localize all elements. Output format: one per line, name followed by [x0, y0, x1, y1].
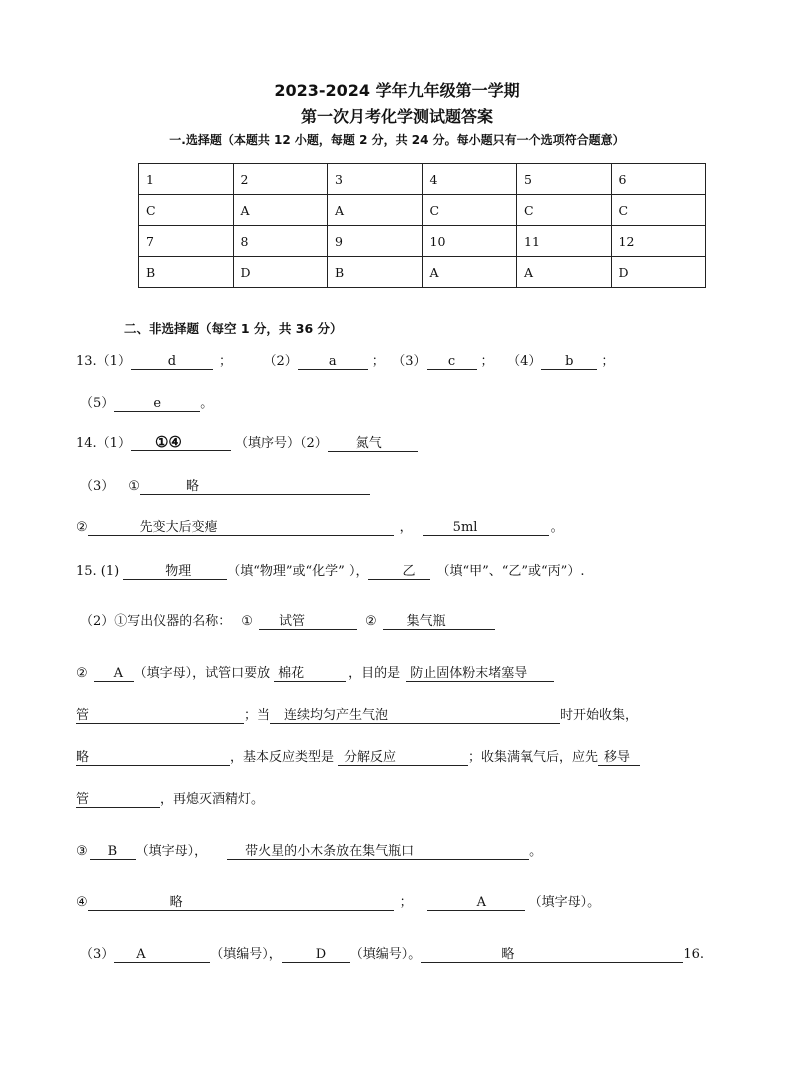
- q14-label: 14.（1）: [76, 436, 131, 451]
- q15-answer10-text: 分解反应: [344, 750, 397, 765]
- q15-text: （填编号）。: [349, 947, 422, 962]
- q14-text: （填序号）（2）: [234, 436, 328, 451]
- q15-answer10: [338, 750, 468, 766]
- q14-marker: ①: [128, 479, 140, 494]
- q15-label: （3）: [80, 947, 115, 962]
- section1-heading: 一.选择题（本题共 12 小题，每题 2 分，共 24 分。每小题只有一个选项符合题意）: [169, 133, 625, 147]
- table-cell: 5: [517, 164, 612, 195]
- page-subtitle: 第一次月考化学测试题答案: [300, 107, 493, 126]
- q15-answer6-text: 棉花: [278, 666, 305, 681]
- q15-answer11b: [76, 792, 160, 808]
- q15-answer16: [114, 947, 210, 963]
- q15-text: （2）①写出仪器的名称：: [80, 614, 232, 629]
- table-cell: D: [611, 257, 706, 288]
- q15-line9: [80, 943, 704, 963]
- q14-line3: [76, 516, 564, 536]
- q15-line5: [76, 746, 640, 766]
- table-row: [139, 164, 706, 195]
- q13-label: （3）: [398, 354, 427, 369]
- q15-end: 。: [529, 844, 543, 859]
- table-cell: 11: [517, 226, 612, 257]
- q14-answer1-text: ①④: [154, 433, 182, 451]
- q14-marker: ②: [76, 520, 88, 535]
- q15-answer6: [274, 666, 346, 682]
- table-cell: A: [517, 257, 612, 288]
- table-cell: 8: [233, 226, 328, 257]
- q15-marker: ①: [241, 614, 253, 629]
- q15-answer2-text: 乙: [402, 564, 416, 579]
- q13-answer1: d: [131, 354, 213, 370]
- q15-answer16-text: A: [136, 947, 146, 962]
- q15-text: ；收集满氧气后，应先: [468, 750, 599, 765]
- q15-line8: [76, 891, 600, 911]
- q13-answer3: c: [427, 354, 477, 370]
- table-row: [139, 257, 706, 288]
- q15-text: （填编号），: [210, 947, 282, 962]
- q15-answer3-text: 试管: [278, 614, 305, 629]
- q15-text: ，再熄灭酒精灯。: [160, 792, 265, 807]
- q15-answer5-text: A: [113, 666, 124, 681]
- q14-answer4: [88, 520, 394, 536]
- table-cell: 6: [611, 164, 706, 195]
- q14-answer2: [328, 436, 418, 452]
- q15-answer14: [88, 895, 394, 911]
- q15-answer7b-text: 管: [76, 708, 90, 723]
- page-title: 2023-2024 学年九年级第一学期: [274, 81, 520, 100]
- q15-answer9-text: 略: [76, 750, 90, 765]
- q15-answer11: [598, 750, 640, 766]
- q14-line1: [76, 432, 418, 452]
- q13-sep: ；: [371, 354, 385, 369]
- section2-heading: 二、非选择题（每空 1 分，共 36 分）: [124, 321, 343, 336]
- q15-answer11b-text: 管: [76, 792, 90, 807]
- q15-marker: ②: [76, 666, 88, 681]
- table-cell: B: [328, 257, 423, 288]
- q15-answer4: [383, 614, 495, 630]
- q15-line2: [80, 610, 495, 630]
- q14-label: （3）: [80, 479, 115, 494]
- q15-answer15-text: A: [476, 895, 487, 910]
- q15-text: （填“甲”、“乙”或“丙”）.: [436, 564, 585, 579]
- table-cell: D: [233, 257, 328, 288]
- q15-answer12: [90, 844, 136, 860]
- table-cell: C: [611, 195, 706, 226]
- table-cell: A: [328, 195, 423, 226]
- q15-text: （填“物理”或“化学” ），: [227, 564, 369, 579]
- q15-text: 时开始收集，: [560, 708, 639, 723]
- q15-answer7: [406, 666, 554, 682]
- q14-answer3: [140, 479, 370, 495]
- table-cell: C: [517, 195, 612, 226]
- q15-answer18-text: 略: [501, 947, 515, 962]
- q15-answer14-text: 略: [169, 895, 183, 910]
- q15-line3: [76, 662, 554, 682]
- q15-answer15: [427, 895, 525, 911]
- q14-answer1: [131, 435, 231, 451]
- q13-label: 13.（1）: [76, 354, 131, 369]
- q14-answer3-text: 略: [185, 479, 199, 494]
- q14-answer5: [423, 520, 549, 536]
- q15-text: （填字母），: [135, 844, 208, 859]
- table-cell: 10: [422, 226, 517, 257]
- q13-label: （2）: [269, 354, 298, 369]
- q13-sep: ；: [601, 354, 615, 369]
- q15-answer9: [76, 750, 230, 766]
- table-cell: A: [233, 195, 328, 226]
- q15-text: ，基本反应类型是: [230, 750, 335, 765]
- q15-answer17-text: D: [315, 947, 327, 962]
- q15-answer13-text: 带火星的小木条放在集气瓶口: [245, 844, 415, 859]
- table-row: [139, 195, 706, 226]
- q13-label: （5）: [80, 396, 115, 411]
- q15-line4: [76, 704, 638, 724]
- table-cell: A: [422, 257, 517, 288]
- q15-text: （填字母），试管口要放: [133, 666, 271, 681]
- q15-answer8: [270, 708, 560, 724]
- q14-answer4-text: 先变大后变瘪: [139, 520, 218, 535]
- table-cell: 7: [139, 226, 234, 257]
- q14-comma: ，: [399, 520, 413, 535]
- q15-answer7-text: 防止固体粉末堵塞导: [410, 666, 528, 681]
- q13-label: （4）: [513, 354, 542, 369]
- q15-marker: ④: [76, 895, 88, 910]
- q15-answer1: [123, 564, 227, 580]
- table-cell: C: [139, 195, 234, 226]
- q14-answer2-text: 氮气: [355, 436, 382, 451]
- q15-answer12-text: B: [107, 844, 118, 859]
- table-cell: 4: [422, 164, 517, 195]
- q15-answer1-text: 物理: [165, 564, 192, 579]
- q14-line2: [80, 475, 370, 495]
- q15-answer17: [282, 947, 350, 963]
- q15-answer8-text: 连续均匀产生气泡: [284, 708, 389, 723]
- table-cell: 9: [328, 226, 423, 257]
- q14-end: 。: [550, 520, 564, 535]
- q15-text: ；当: [244, 708, 271, 723]
- q15-answer3: [259, 614, 357, 630]
- q15-answer2: [368, 564, 430, 580]
- q15-answer18: [421, 947, 683, 963]
- table-cell: C: [422, 195, 517, 226]
- q15-text: ；: [399, 895, 413, 910]
- q13-sep: ；: [480, 354, 494, 369]
- q15-line1: [76, 560, 584, 580]
- q15-answer13: [227, 844, 529, 860]
- q13-end: 。: [200, 396, 214, 411]
- q15-answer4-text: 集气瓶: [406, 614, 446, 629]
- q15-answer7b: [76, 708, 244, 724]
- table-cell: 3: [328, 164, 423, 195]
- q13-answer4: b: [541, 354, 597, 370]
- q15-line7: [76, 840, 542, 860]
- q13-line1: [76, 350, 614, 370]
- table-cell: 2: [233, 164, 328, 195]
- q14-answer5-text: 5ml: [452, 520, 478, 535]
- q15-text: 16.: [683, 947, 704, 962]
- q15-line6: [76, 788, 264, 808]
- q13-sep: ；: [218, 354, 232, 369]
- q15-text: （填字母）。: [528, 895, 601, 910]
- q15-label: 15. (1): [76, 564, 120, 579]
- q15-answer5: [94, 666, 134, 682]
- q13-line2: [80, 392, 213, 412]
- q15-answer11-text: 移导: [604, 750, 631, 765]
- q13-answer5: e: [114, 396, 200, 412]
- q15-marker: ②: [364, 614, 377, 629]
- q13-answer2: a: [298, 354, 368, 370]
- q15-text: ，目的是: [348, 666, 401, 681]
- table-row: [139, 226, 706, 257]
- answer-table: [138, 163, 706, 288]
- table-cell: 1: [139, 164, 234, 195]
- q15-marker: ③: [76, 844, 88, 859]
- table-cell: B: [139, 257, 234, 288]
- table-cell: 12: [611, 226, 706, 257]
